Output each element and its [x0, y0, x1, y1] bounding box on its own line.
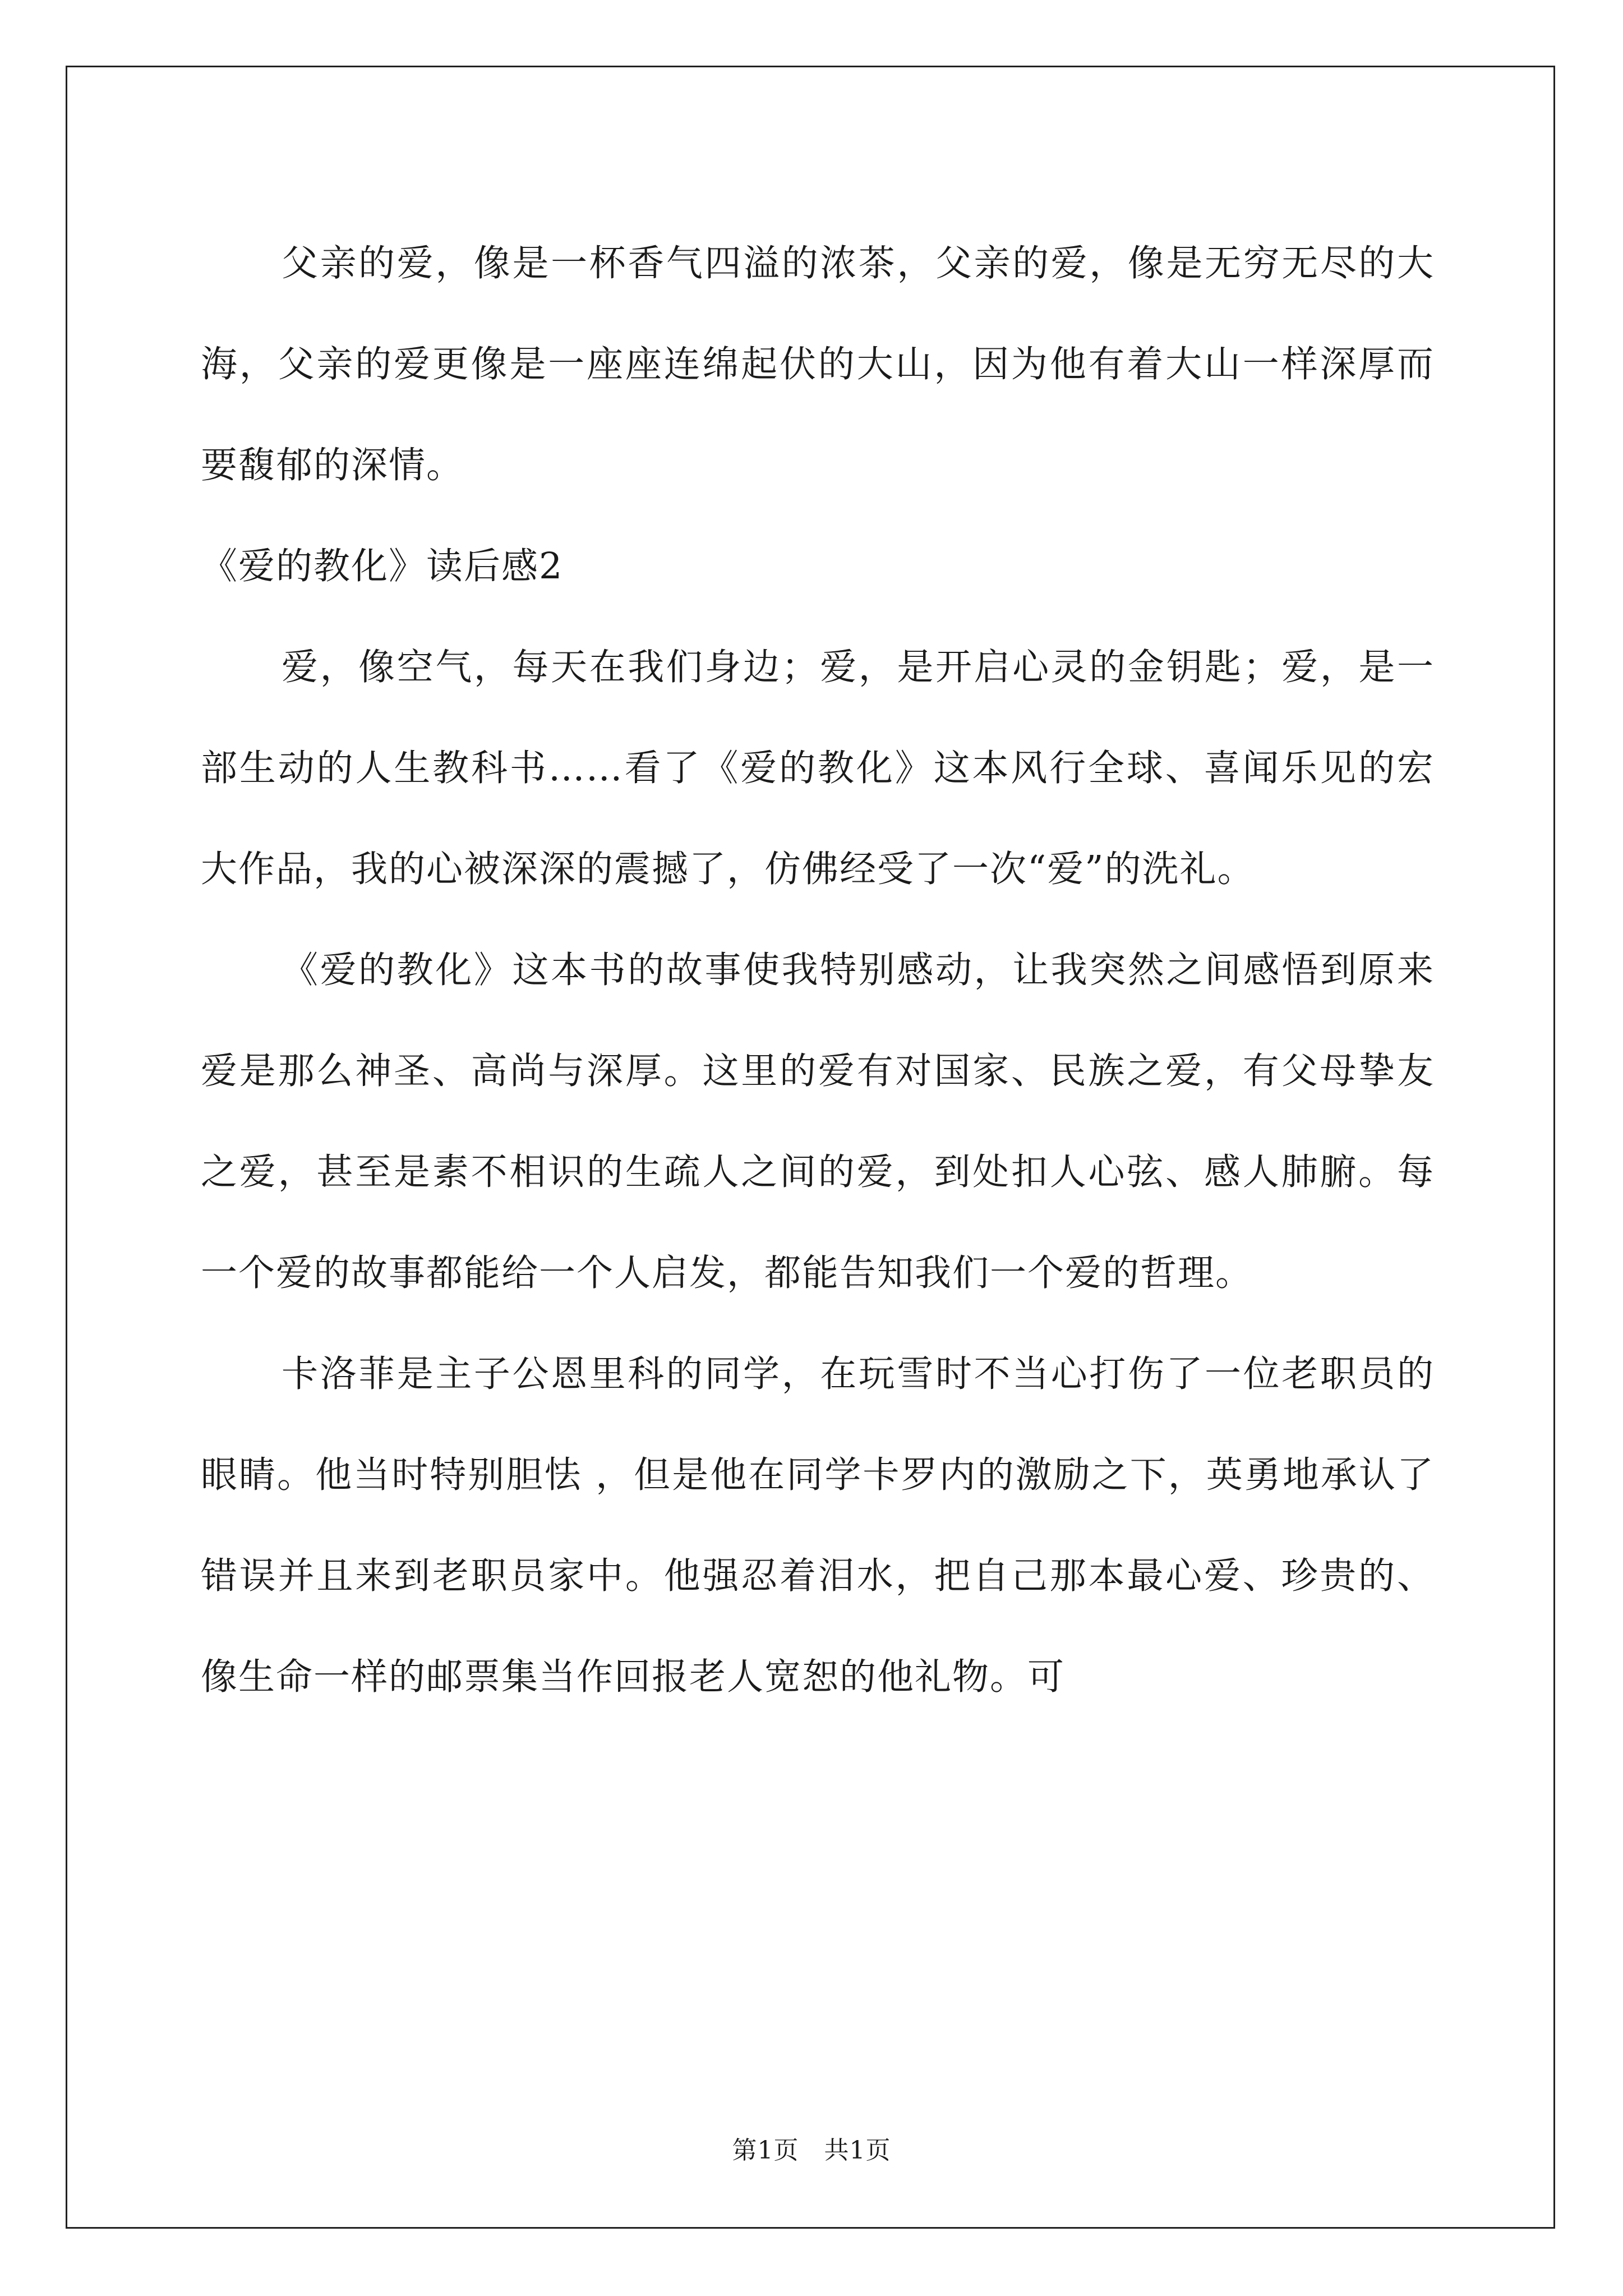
paragraph-3: 《爱的教化》这本书的故事使我特别感动，让我突然之间感悟到原来爱是那么神圣、高尚与深厚。这里的爱有对国家、民族之爱，有父母挚友之爱，甚至是素不相识的生疏人之间的爱，到处扣人心弦、感人肺腑。每一个爱的故事都能给一个人启发，都能告知我们一个爱的哲理。: [201, 949, 1435, 1294]
paragraph-2: 爱，像空气，每天在我们身边；爱，是开启心灵的金钥匙；爱，是一部生动的人生教科书……看了《爱的教化》这本风行全球、喜闻乐见的宏大作品，我的心被深深的震撼了，仿佛经受了一次“爱”的洗礼。: [201, 646, 1435, 890]
document-body: [201, 213, 1435, 1728]
page-footer: 第1页 共1页: [732, 2136, 891, 2165]
section-heading: 《爱的教化》读后感2: [201, 545, 564, 587]
paragraph-4: 卡洛菲是主子公恩里科的同学，在玩雪时不当心打伤了一位老职员的眼睛。他当时特别胆怯 ，但是他在同学卡罗内的激励之下，英勇地承认了错误并且来到老职员家中。他强忍着泪水，把自己那本最心爱、珍贵的、像生命一样的邮票集当作回报老人宽恕的他礼物。可: [201, 1353, 1435, 1698]
paragraph-1: 父亲的爱，像是一杯香气四溢的浓茶，父亲的爱，像是无穷无尽的大海，父亲的爱更像是一座座连绵起伏的大山，因为他有着大山一样深厚而要馥郁的深情。: [201, 242, 1435, 486]
